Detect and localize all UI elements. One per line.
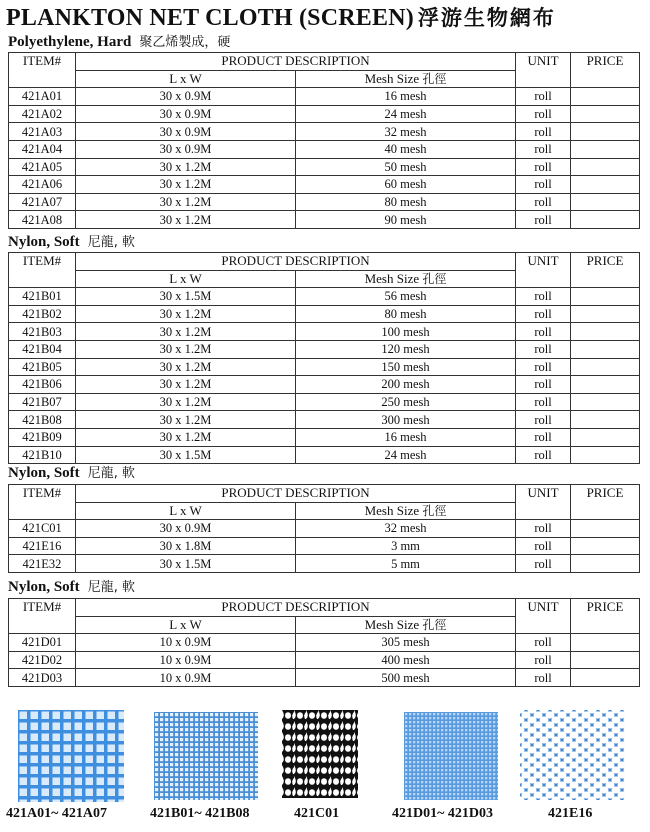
table-nylon-c: [8, 484, 640, 573]
section-name-cn: 聚乙烯製成，硬: [139, 35, 231, 50]
section-heading-nylon-c: [8, 462, 135, 482]
header-item: ITEM#: [9, 53, 76, 88]
header-price: PRICE: [571, 253, 640, 288]
header-item: ITEM#: [9, 253, 76, 288]
section-heading-nylon-d: [8, 576, 135, 596]
header-product-description: PRODUCT DESCRIPTION: [76, 253, 516, 271]
thumb-label-c: 421C01: [294, 806, 340, 821]
table-row: 421A03 30 x 0.9M 32 mesh roll: [9, 123, 640, 141]
table-row: 421A06 30 x 1.2M 60 mesh roll: [9, 176, 640, 194]
title-english: PLANKTON NET CLOTH (SCREEN): [6, 5, 414, 31]
header-mesh-size: Mesh Size 孔徑: [296, 502, 516, 520]
thumb-label-b: 421B01~ 421B08: [150, 806, 250, 821]
table-row: 421B09 30 x 1.2M 16 mesh roll: [9, 428, 640, 446]
header-unit: UNIT: [516, 53, 571, 88]
header-lxw: L x W: [76, 70, 296, 88]
header-lxw: L x W: [76, 616, 296, 634]
thumb-label-d: 421D01~ 421D03: [392, 806, 494, 821]
coarse-blue-grid-mesh-icon: [18, 710, 124, 802]
table-row: 421D01 10 x 0.9M 305 mesh roll: [9, 634, 640, 652]
section-name: Nylon, Soft: [8, 579, 80, 595]
table-row: 421A07 30 x 1.2M 80 mesh roll: [9, 193, 640, 211]
title-chinese: 浮游生物網布: [417, 6, 556, 30]
section-heading-nylon-b: [8, 231, 135, 251]
header-product-description: PRODUCT DESCRIPTION: [76, 599, 516, 617]
header-lxw: L x W: [76, 502, 296, 520]
section-name: Nylon, Soft: [8, 465, 80, 481]
table-polyethylene: [8, 52, 640, 229]
header-item: ITEM#: [9, 485, 76, 520]
table-nylon-b: [8, 252, 640, 464]
page-title: [6, 2, 556, 32]
table-row: 421B07 30 x 1.2M 250 mesh roll: [9, 393, 640, 411]
table-row: 421D02 10 x 0.9M 400 mesh roll: [9, 651, 640, 669]
section-name-cn: 尼龍, 軟: [87, 235, 135, 250]
table-row: 421A04 30 x 0.9M 40 mesh roll: [9, 140, 640, 158]
section-name-cn: 尼龍, 軟: [87, 580, 135, 595]
header-lxw: L x W: [76, 270, 296, 288]
header-price: PRICE: [571, 599, 640, 634]
table-row: 421A08 30 x 1.2M 90 mesh roll: [9, 211, 640, 229]
table-row: 421A01 30 x 0.9M 16 mesh roll: [9, 88, 640, 106]
header-product-description: PRODUCT DESCRIPTION: [76, 53, 516, 71]
table-row: 421C01 30 x 0.9M 32 mesh roll: [9, 520, 640, 538]
hexagonal-blue-netting-icon: [520, 710, 626, 800]
header-price: PRICE: [571, 485, 640, 520]
header-mesh-size: Mesh Size 孔徑: [296, 616, 516, 634]
fine-blue-grid-mesh-icon: [154, 712, 258, 800]
table-row: 421E16 30 x 1.8M 3 mm roll: [9, 537, 640, 555]
header-unit: UNIT: [516, 485, 571, 520]
black-irregular-mesh-icon: [282, 710, 358, 798]
header-product-description: PRODUCT DESCRIPTION: [76, 485, 516, 503]
table-nylon-d: [8, 598, 640, 687]
table-row: 421B06 30 x 1.2M 200 mesh roll: [9, 376, 640, 394]
header-unit: UNIT: [516, 253, 571, 288]
header-price: PRICE: [571, 53, 640, 88]
table-row: 421D03 10 x 0.9M 500 mesh roll: [9, 669, 640, 687]
table-row: 421B10 30 x 1.5M 24 mesh roll: [9, 446, 640, 464]
table-row: 421B01 30 x 1.5M 56 mesh roll: [9, 288, 640, 306]
header-mesh-size: Mesh Size 孔徑: [296, 270, 516, 288]
table-row: 421B04 30 x 1.2M 120 mesh roll: [9, 340, 640, 358]
table-row: 421B03 30 x 1.2M 100 mesh roll: [9, 323, 640, 341]
table-row: 421B05 30 x 1.2M 150 mesh roll: [9, 358, 640, 376]
thumb-label-e: 421E16: [548, 806, 593, 821]
mesh-samples-strip: [0, 706, 650, 832]
very-fine-blue-mesh-icon: [404, 712, 498, 800]
header-mesh-size: Mesh Size 孔徑: [296, 70, 516, 88]
header-item: ITEM#: [9, 599, 76, 634]
section-name-cn: 尼龍, 軟: [87, 466, 135, 481]
section-heading-polyethylene: [8, 31, 230, 51]
table-row: 421A05 30 x 1.2M 50 mesh roll: [9, 158, 640, 176]
table-row: 421B08 30 x 1.2M 300 mesh roll: [9, 411, 640, 429]
section-name: Polyethylene, Hard: [8, 34, 132, 50]
table-row: 421E32 30 x 1.5M 5 mm roll: [9, 555, 640, 573]
table-row: 421B02 30 x 1.2M 80 mesh roll: [9, 305, 640, 323]
table-row: 421A02 30 x 0.9M 24 mesh roll: [9, 105, 640, 123]
thumb-label-a: 421A01~ 421A07: [6, 806, 108, 821]
section-name: Nylon, Soft: [8, 234, 80, 250]
header-unit: UNIT: [516, 599, 571, 634]
